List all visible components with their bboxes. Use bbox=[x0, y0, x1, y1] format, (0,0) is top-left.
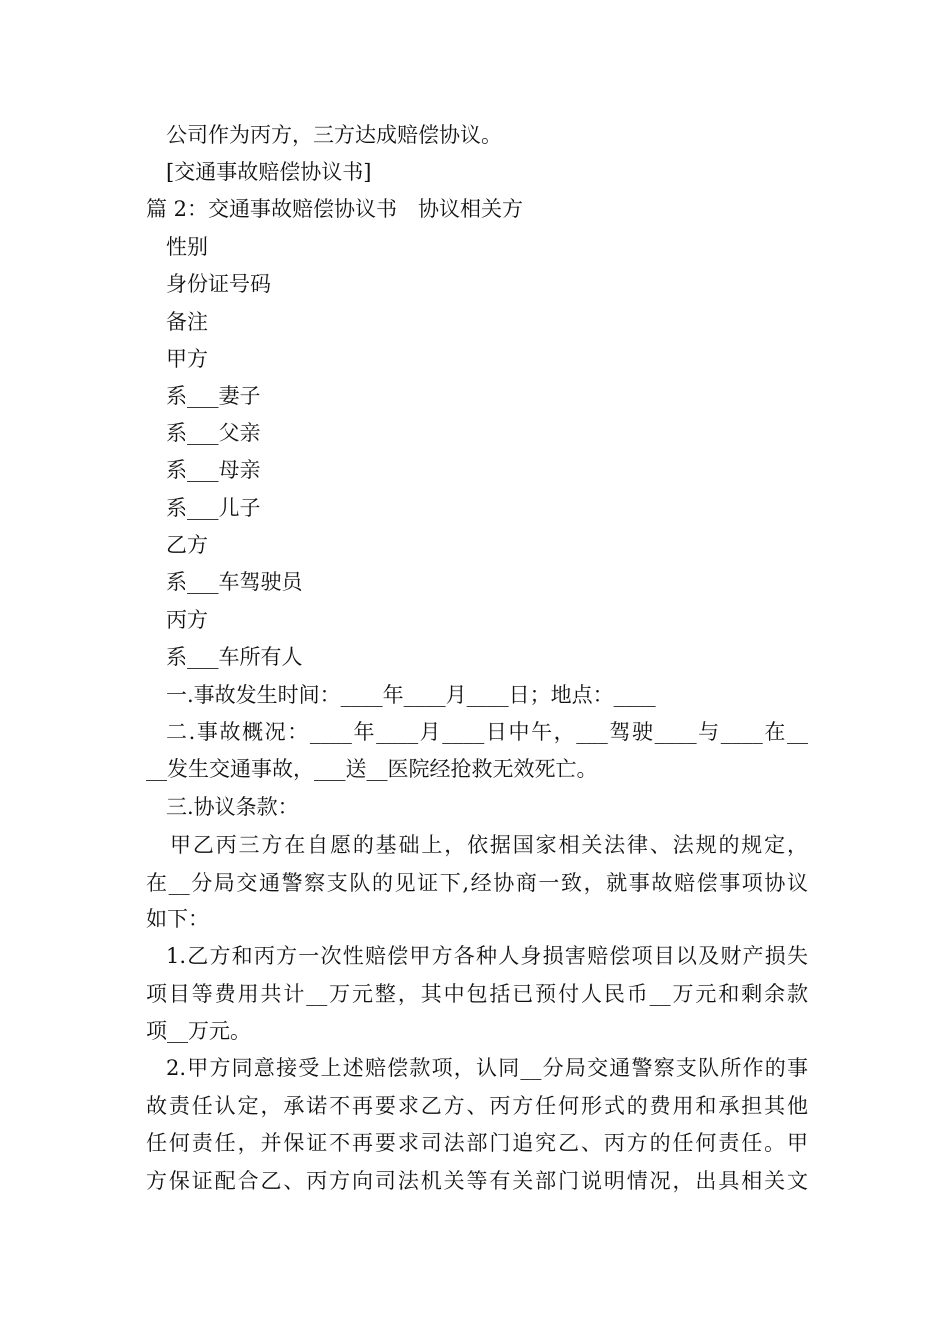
text-line: 一.事故发生时间：____年____月____日；地点：____ bbox=[166, 683, 656, 707]
text-line: 身份证号码 bbox=[166, 272, 271, 296]
text-line: 项__万元。 bbox=[146, 1019, 251, 1043]
section-heading: 篇 2：交通事故赔偿协议书 协议相关方 bbox=[146, 197, 524, 221]
text-line: 故责任认定，承诺不再要求乙方、丙方任何形式的费用和承担其他 bbox=[146, 1094, 808, 1118]
text-line: 性别 bbox=[166, 235, 208, 259]
text-line: 丙方 bbox=[166, 608, 208, 632]
text-line: 公司作为丙方，三方达成赔偿协议。 bbox=[166, 123, 502, 147]
text-line: 甲乙丙三方在自愿的基础上，依据国家相关法律、法规的规定， bbox=[170, 833, 808, 857]
text-line: 系___车驾驶员 bbox=[166, 570, 303, 594]
text-line: 在__分局交通警察支队的见证下,经协商一致，就事故赔偿事项协议 bbox=[146, 871, 808, 895]
text-line: 甲方 bbox=[166, 347, 208, 371]
text-line: 系___儿子 bbox=[166, 496, 261, 520]
text-line: 2.甲方同意接受上述赔偿款项，认同__分局交通警察支队所作的事 bbox=[166, 1056, 808, 1080]
text-line: 方保证配合乙、丙方向司法机关等有关部门说明情况，出具相关文 bbox=[146, 1169, 808, 1193]
text-line: 任何责任，并保证不再要求司法部门追究乙、丙方的任何责任。甲 bbox=[146, 1131, 808, 1155]
text-line: 三.协议条款： bbox=[166, 795, 299, 819]
text-line: 乙方 bbox=[166, 533, 208, 557]
text-line: 二.事故概况：____年____月____日中午，___驾驶____与____在__ bbox=[166, 720, 808, 744]
text-line: __发生交通事故，___送__医院经抢救无效死亡。 bbox=[146, 757, 598, 781]
text-line: 备注 bbox=[166, 310, 208, 334]
text-line: 系___车所有人 bbox=[166, 645, 303, 669]
text-line: 系___妻子 bbox=[166, 384, 261, 408]
text-line: [交通事故赔偿协议书] bbox=[166, 160, 372, 184]
text-line: 系___父亲 bbox=[166, 421, 261, 445]
text-line: 如下： bbox=[146, 907, 209, 931]
text-line: 系___母亲 bbox=[166, 458, 261, 482]
text-line: 1.乙方和丙方一次性赔偿甲方各种人身损害赔偿项目以及财产损失 bbox=[166, 944, 808, 968]
text-line: 项目等费用共计__万元整，其中包括已预付人民币__万元和剩余款 bbox=[146, 982, 808, 1006]
